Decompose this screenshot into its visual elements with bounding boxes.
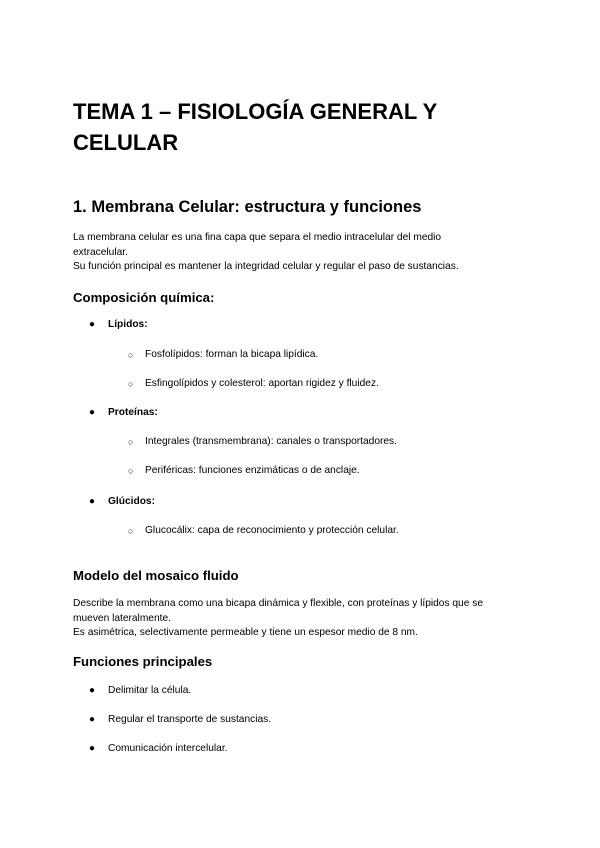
- list-item-text: Regular el transporte de sustancias.: [108, 714, 272, 725]
- mosaico-line-1: Describe la membrana como una bicapa dinámica y flexible, con proteínas y lípidos que se: [73, 598, 483, 609]
- list-subitem: [128, 524, 399, 538]
- intro-paragraph: [73, 231, 533, 275]
- list-item: [89, 684, 192, 698]
- list-item-lipidos: [89, 318, 148, 332]
- bullet-circle-icon: ○: [128, 350, 134, 360]
- funciones-heading: Funciones principales: [73, 654, 213, 669]
- mosaico-line-2: mueven lateralmente.: [73, 612, 171, 624]
- bullet-dot-icon: ●: [89, 496, 96, 507]
- mosaico-line-3: Es asimétrica, selectivamente permeable y tiene un espesor medio de 8 nm.: [73, 627, 418, 638]
- bullet-circle-icon: ○: [128, 526, 134, 536]
- intro-line-3: Su función principal es mantener la integridad celular y regular el paso de sustancias.: [73, 261, 459, 272]
- list-item-text: Comunicación intercelular.: [108, 743, 228, 754]
- list-item-label: Glúcidos:: [108, 496, 155, 507]
- section-heading-membrana: 1. Membrana Celular: estructura y funciones: [73, 198, 422, 216]
- list-subitem-text: Integrales (transmembrana): canales o transportadores.: [145, 436, 397, 447]
- intro-line-1: La membrana celular es una fina capa que separa el medio intracelular del medio: [73, 232, 442, 243]
- bullet-dot-icon: ●: [89, 319, 96, 330]
- bullet-circle-icon: ○: [128, 437, 134, 447]
- list-subitem-text: Periféricas: funciones enzimáticas o de anclaje.: [145, 465, 360, 476]
- composicion-heading: Composición química:: [73, 290, 215, 305]
- list-subitem: [128, 377, 379, 391]
- list-subitem: [128, 435, 397, 449]
- list-item: [89, 713, 272, 727]
- intro-line-2: extracelular.: [73, 246, 128, 258]
- page-title: TEMA 1 – FISIOLOGÍA GENERAL Y CELULAR: [73, 99, 437, 155]
- list-subitem: [128, 464, 360, 478]
- bullet-circle-icon: ○: [128, 466, 134, 476]
- bullet-dot-icon: ●: [89, 714, 96, 725]
- bullet-dot-icon: ●: [89, 685, 96, 696]
- list-item-glucidos: [89, 495, 155, 509]
- bullet-dot-icon: ●: [89, 407, 96, 418]
- bullet-circle-icon: ○: [128, 379, 134, 389]
- list-item-text: Delimitar la célula.: [108, 685, 192, 696]
- list-item: [89, 742, 228, 756]
- list-subitem: [128, 348, 319, 362]
- list-item-label: Proteínas:: [108, 407, 158, 418]
- bullet-dot-icon: ●: [89, 743, 96, 754]
- list-subitem-text: Fosfolípidos: forman la bicapa lipídica.: [145, 349, 319, 360]
- mosaico-paragraph: [73, 597, 533, 641]
- mosaico-heading: Modelo del mosaico fluido: [73, 568, 239, 583]
- list-item-label: Lípidos:: [108, 319, 148, 330]
- list-subitem-text: Esfingolípidos y colesterol: aportan rigidez y fluidez.: [145, 378, 379, 389]
- list-item-proteinas: [89, 406, 158, 420]
- list-subitem-text: Glucocálix: capa de reconocimiento y protección celular.: [145, 525, 399, 536]
